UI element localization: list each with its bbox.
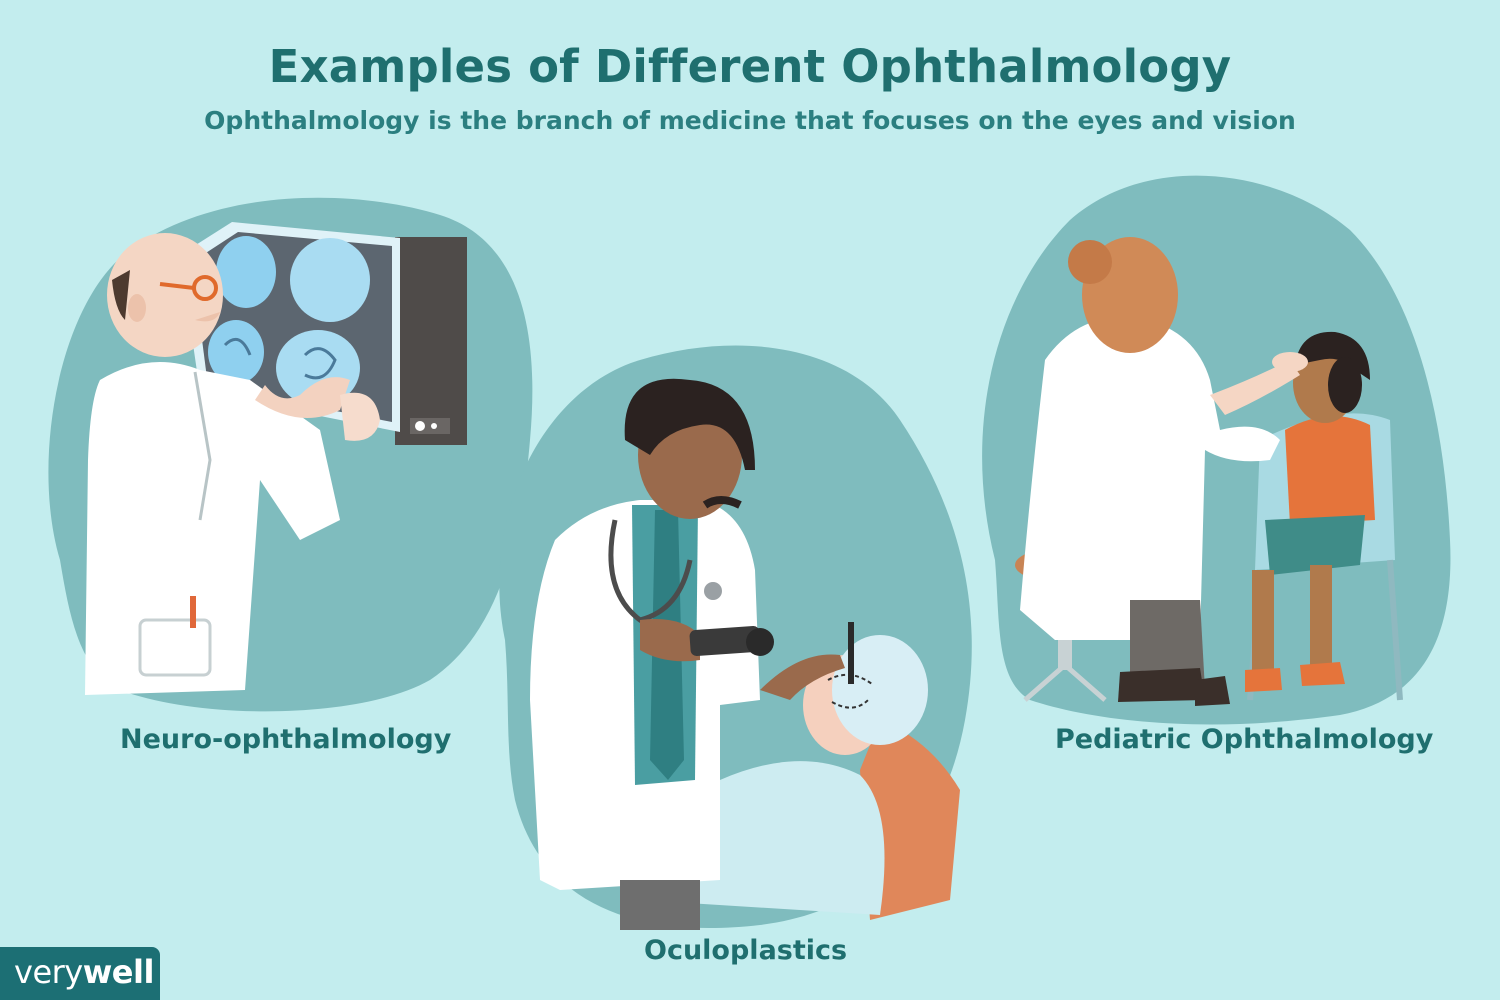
marker-pen-icon — [848, 622, 854, 684]
child-left-shoe — [1245, 668, 1282, 692]
brand-name-a: very — [14, 953, 83, 991]
pediatric-illustration — [982, 176, 1450, 725]
child-shirt — [1285, 416, 1375, 525]
page-title: Examples of Different Ophthalmology — [268, 40, 1232, 93]
eye-occluder-icon — [1328, 357, 1362, 413]
brain-scan-2 — [290, 238, 370, 322]
surgical-cap — [832, 635, 928, 745]
label-neuro-ophthalmology: Neuro-ophthalmology — [120, 724, 452, 755]
brand-wordmark — [14, 953, 154, 991]
brand-name-b: well — [82, 953, 154, 991]
brain-scan-1 — [216, 236, 276, 308]
oculoplastics-illustration — [499, 346, 971, 930]
neuro-ophthalmology-illustration — [48, 198, 532, 712]
label-pediatric-ophthalmology: Pediatric Ophthalmology — [1055, 724, 1434, 755]
child-right-shoe — [1300, 662, 1345, 686]
brand-logo — [0, 947, 160, 1000]
label-oculoplastics: Oculoplastics — [644, 935, 848, 966]
lightbox-frame — [395, 237, 467, 445]
page-subtitle: Ophthalmology is the branch of medicine that focuses on the eyes and vision — [204, 106, 1296, 135]
